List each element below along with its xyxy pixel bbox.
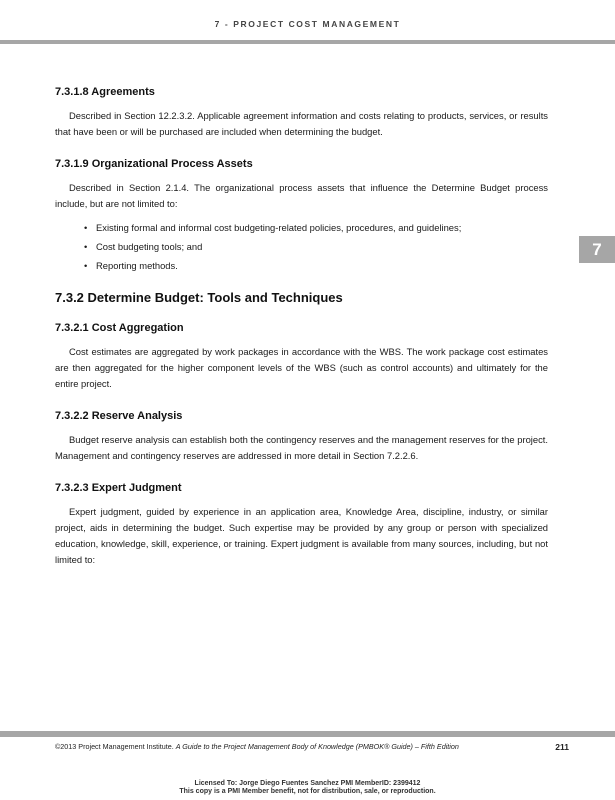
section-heading-tools-techniques: 7.3.2 Determine Budget: Tools and Techniques bbox=[55, 290, 343, 305]
running-header bbox=[0, 0, 615, 44]
page-footer bbox=[55, 742, 569, 751]
footer-rule bbox=[0, 731, 615, 737]
chapter-tab: 7 bbox=[579, 236, 615, 263]
opa-bullet-list bbox=[55, 218, 548, 275]
paragraph-expert-judgment: Expert judgment, guided by experience in an application area, Knowledge Area, discipline, industry, or similar project, aids in determining the budget. Such expertise may be provided by any group or person with specialized education, knowledge, skill, experience, or training. Expert judgment is available from many sources, including, but not limited to: bbox=[55, 506, 548, 565]
paragraph-agreements: Described in Section 12.2.3.2. Applicable agreement information and costs relating to products, services, or results that have been or will be purchased are included when determining the budget. bbox=[55, 110, 548, 137]
bullet-icon: • bbox=[84, 241, 88, 252]
running-header-title: 7 - PROJECT COST MANAGEMENT bbox=[214, 19, 401, 29]
page-number: 211 bbox=[555, 742, 569, 752]
paragraph-cost-aggregation: Cost estimates are aggregated by work packages in accordance with the WBS. The work package cost estimates are then aggregated for the higher component levels of the WBS (such as control accounts) and ultimately for the entire project. bbox=[55, 346, 548, 389]
bullet-icon: • bbox=[84, 260, 88, 271]
list-item: • Existing formal and informal cost budgeting-related policies, procedures, and guidelines; bbox=[84, 218, 548, 237]
bullet-icon: • bbox=[84, 222, 88, 233]
list-item: • Reporting methods. bbox=[84, 256, 548, 275]
section-heading-reserve-analysis: 7.3.2.2 Reserve Analysis bbox=[55, 410, 183, 422]
license-line-1: Licensed To: Jorge Diego Fuentes Sanchez PMI MemberID: 2399412 bbox=[194, 780, 421, 787]
section-heading-opa: 7.3.1.9 Organizational Process Assets bbox=[55, 158, 253, 170]
paragraph-reserve-analysis: Budget reserve analysis can establish both the contingency reserves and the management reserves for the project. Management and contingency reserves are addressed in more detail in Section 7.2.2.6. bbox=[55, 434, 548, 461]
section-heading-cost-aggregation: 7.3.2.1 Cost Aggregation bbox=[55, 322, 184, 334]
list-item: • Cost budgeting tools; and bbox=[84, 237, 548, 256]
footer-copyright: ©2013 Project Management Institute. bbox=[55, 742, 174, 751]
page-body bbox=[55, 86, 548, 568]
license-notice bbox=[0, 780, 615, 796]
section-heading-expert-judgment: 7.3.2.3 Expert Judgment bbox=[55, 482, 182, 494]
section-heading-agreements: 7.3.1.8 Agreements bbox=[55, 86, 155, 98]
footer-book-title: A Guide to the Project Management Body of Knowledge (PMBOK® Guide) – Fifth Edition bbox=[175, 742, 459, 751]
footer-citation bbox=[55, 742, 459, 751]
license-line-2: This copy is a PMI Member benefit, not for distribution, sale, or reproduction. bbox=[179, 788, 436, 795]
paragraph-opa: Described in Section 2.1.4. The organizational process assets that influence the Determine Budget process include, but are not limited to: bbox=[55, 182, 548, 209]
